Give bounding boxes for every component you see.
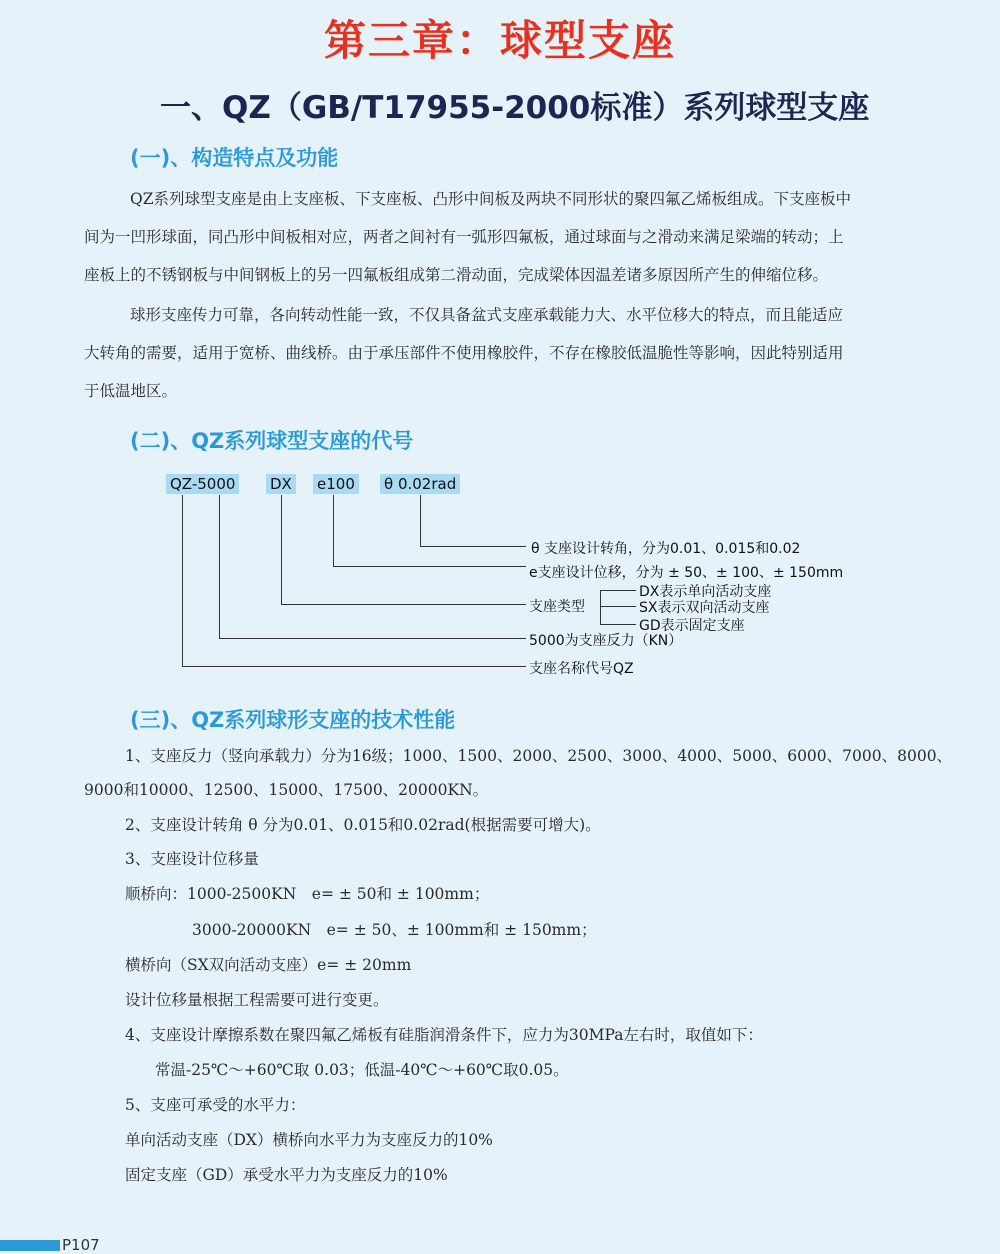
type-bracket bbox=[600, 606, 636, 607]
label-sx: SX表示双向活动支座 bbox=[639, 600, 770, 616]
connector-line bbox=[219, 638, 526, 639]
type-bracket bbox=[600, 624, 636, 625]
connector-line bbox=[219, 495, 220, 639]
code-model: QZ-5000 bbox=[166, 474, 239, 494]
spec-line: 设计位移量根据工程需要可进行变更。 bbox=[125, 991, 389, 1009]
spec-line: 单向活动支座（DX）横桥向水平力为支座反力的10% bbox=[125, 1131, 493, 1149]
paragraph-line: 间为一凹形球面，同凸形中间板相对应，两者之间衬有一弧形四氟板，通过球面与之滑动来满足梁端的转动；上 bbox=[84, 228, 844, 246]
connector-line bbox=[281, 604, 526, 605]
code-displacement: e100 bbox=[313, 474, 359, 494]
label-name: 支座名称代号QZ bbox=[529, 661, 634, 677]
spec-line: 1、支座反力（竖向承载力）分为16级；1000、1500、2000、2500、3000、4000、5000、6000、7000、8000、 bbox=[125, 747, 953, 765]
footer-bar bbox=[0, 1240, 60, 1251]
spec-line: 4、支座设计摩擦系数在聚四氟乙烯板有硅脂润滑条件下，应力为30MPa左右时，取值如下： bbox=[125, 1026, 763, 1044]
connector-line bbox=[182, 495, 183, 667]
spec-line: 顺桥向：1000-2500KN e= ± 50和 ± 100mm； bbox=[125, 885, 490, 903]
code-type: DX bbox=[266, 474, 296, 494]
spec-line: 5、支座可承受的水平力： bbox=[125, 1096, 306, 1114]
subheading-structure: (一)、构造特点及功能 bbox=[130, 146, 339, 170]
label-rotation: θ 支座设计转角，分为0.01、0.015和0.02 bbox=[531, 541, 801, 557]
section-title: 一、QZ（GB/T17955-2000标准）系列球型支座 bbox=[160, 90, 870, 126]
connector-line bbox=[333, 566, 526, 567]
subheading-performance: (三)、QZ系列球形支座的技术性能 bbox=[130, 708, 456, 732]
paragraph-line: QZ系列球型支座是由上支座板、下支座板、凸形中间板及两块不同形状的聚四氟乙烯板组成。下支座板中 bbox=[130, 190, 851, 208]
connector-line bbox=[182, 666, 526, 667]
connector-line bbox=[420, 546, 526, 547]
label-gd: GD表示固定支座 bbox=[639, 618, 745, 634]
spec-line: 2、支座设计转角 θ 分为0.01、0.015和0.02rad(根据需要可增大)。 bbox=[125, 816, 601, 834]
page-number: P107 bbox=[62, 1236, 100, 1254]
label-displacement: e支座设计位移，分为 ± 50、± 100、± 150mm bbox=[529, 565, 844, 581]
spec-line: 固定支座（GD）承受水平力为支座反力的10% bbox=[125, 1166, 448, 1184]
type-bracket bbox=[600, 590, 601, 625]
paragraph-line: 大转角的需要，适用于宽桥、曲线桥。由于承压部件不使用橡胶件，不存在橡胶低温脆性等影响，因此特别适用 bbox=[84, 344, 844, 362]
label-force: 5000为支座反力（KN） bbox=[529, 633, 683, 649]
connector-line bbox=[281, 495, 282, 605]
label-dx: DX表示单向活动支座 bbox=[639, 584, 772, 600]
spec-line: 横桥向（SX双向活动支座）e= ± 20mm bbox=[125, 956, 412, 974]
paragraph-line: 球形支座传力可靠，各向转动性能一致，不仅具备盆式支座承载能力大、水平位移大的特点，而且能适应 bbox=[130, 306, 844, 324]
paragraph-line: 于低温地区。 bbox=[84, 382, 178, 400]
spec-line: 9000和10000、12500、15000、17500、20000KN。 bbox=[84, 781, 489, 799]
connector-line bbox=[333, 495, 334, 567]
spec-line: 常温-25℃～+60℃取 0.03；低温-40℃～+60℃取0.05。 bbox=[155, 1061, 569, 1079]
subheading-code: (二)、QZ系列球型支座的代号 bbox=[130, 429, 414, 453]
spec-line: 3、支座设计位移量 bbox=[125, 850, 259, 868]
paragraph-line: 座板上的不锈钢板与中间钢板上的另一四氟板组成第二滑动面，完成梁体因温差诸多原因所产生的伸缩位移。 bbox=[84, 266, 829, 284]
label-type: 支座类型 bbox=[529, 599, 585, 615]
type-bracket bbox=[600, 590, 636, 591]
code-rotation: θ 0.02rad bbox=[380, 474, 460, 494]
spec-line: 3000-20000KN e= ± 50、± 100mm和 ± 150mm； bbox=[192, 921, 597, 939]
chapter-title: 第三章：球型支座 bbox=[323, 16, 676, 65]
connector-line bbox=[420, 495, 421, 547]
